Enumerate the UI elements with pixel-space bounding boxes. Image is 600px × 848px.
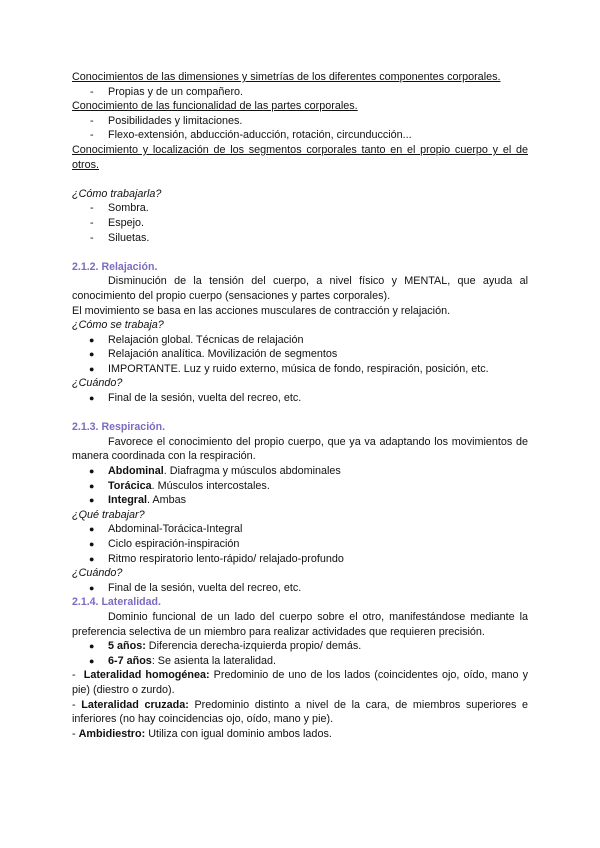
paragraph: Favorece el conocimiento del propio cuerpo, que ya va adaptando los movimientos de manera coordinada con la respiración.: [72, 435, 528, 463]
list-item-text: Posibilidades y limitaciones.: [108, 114, 243, 127]
definition-term: Ambidiestro:: [78, 727, 146, 740]
definition-prefix: -: [72, 727, 79, 740]
list-item: [72, 654, 528, 669]
list-item: [72, 85, 528, 100]
list-item-text: Flexo-extensión, abducción-aducción, rotación, circunducción...: [108, 129, 412, 142]
bullet-list: [72, 391, 528, 406]
dash-marker: -: [90, 231, 94, 244]
bullet-marker: ●: [89, 363, 95, 374]
bullet-marker: ●: [89, 495, 95, 506]
term-desc: Diferencia derecha-izquierda propio/ demás.: [145, 640, 362, 653]
bullet-marker: ●: [89, 480, 95, 491]
definition-prefix: -: [72, 698, 82, 711]
bullet-marker: ●: [89, 641, 95, 652]
bullet-marker: ●: [89, 466, 95, 477]
list-item: [72, 201, 528, 216]
list-item-text: IMPORTANTE. Luz y ruido externo, música de fondo, respiración, posición, etc.: [108, 362, 489, 375]
paragraph: El movimiento se basa en las acciones musculares de contracción y relajación.: [72, 304, 451, 317]
list-item: [72, 522, 528, 537]
list-item: [72, 479, 528, 494]
dash-list: [72, 114, 528, 143]
list-item-text: Final de la sesión, vuelta del recreo, etc.: [108, 392, 302, 405]
question-heading: ¿Cuándo?: [72, 377, 123, 390]
bullet-marker: ●: [89, 553, 95, 564]
dash-marker: -: [90, 216, 94, 229]
dash-marker: -: [90, 202, 94, 215]
list-item-text: Relajación analítica. Movilización de segmentos: [108, 348, 338, 361]
bullet-list: [72, 581, 528, 596]
definition-prefix: -: [72, 669, 84, 682]
definition-text: Utiliza con igual dominio ambos lados.: [145, 727, 332, 740]
list-item-text: Ritmo respiratorio lento-rápido/ relajado-profundo: [108, 552, 344, 565]
list-item: [72, 391, 528, 406]
list-item-text: Relajación global. Técnicas de relajación: [108, 333, 304, 346]
text-line: Conocimiento de las funcionalidad de las partes corporales.: [72, 100, 358, 113]
list-item: [72, 114, 528, 129]
list-item-text: Ciclo espiración-inspiración: [108, 538, 240, 550]
bullet-marker: ●: [89, 393, 95, 404]
list-item: [72, 581, 528, 596]
term: Abdominal: [108, 465, 164, 478]
bullet-list: [72, 639, 528, 668]
list-item: [72, 347, 528, 362]
text-line: Conocimiento y localización de los segmentos corporales tanto en el propio cuerpo y el de otros.: [72, 143, 528, 171]
definition-term: Lateralidad homogénea:: [83, 669, 210, 682]
list-item: [72, 128, 528, 143]
bullet-list: [72, 522, 528, 566]
section-heading: 2.1.3. Respiración.: [72, 421, 166, 434]
list-item-text: Sombra.: [108, 202, 149, 215]
definition: [72, 698, 528, 727]
definition: [72, 668, 528, 697]
list-item: [72, 537, 528, 552]
term: 5 años:: [108, 640, 146, 653]
question-heading: ¿Qué trabajar?: [72, 508, 145, 521]
list-item: [72, 552, 528, 567]
bullet-marker: ●: [89, 334, 95, 345]
section-heading: 2.1.2. Relajación.: [72, 260, 158, 273]
document-page: [72, 70, 528, 741]
section-heading: 2.1.4. Lateralidad.: [72, 596, 161, 609]
list-item-text: Propias y de un compañero.: [108, 85, 244, 98]
paragraph: Disminución de la tensión del cuerpo, a nivel físico y MENTAL, que ayuda al conocimiento del propio cuerpo (sensaciones y partes corporales).: [72, 275, 528, 302]
bullet-marker: ●: [89, 582, 95, 593]
list-item-text: Siluetas.: [108, 231, 150, 244]
question-heading: ¿Cuándo?: [72, 567, 123, 580]
list-item-text: Espejo.: [108, 216, 145, 229]
term: Torácica: [108, 479, 152, 492]
dash-marker: -: [90, 129, 94, 142]
question-heading: ¿Cómo trabajarla?: [72, 187, 162, 200]
list-item: [72, 362, 528, 377]
term-desc: . Músculos intercostales.: [151, 479, 270, 492]
definition: [72, 727, 528, 742]
term-desc: . Ambas: [147, 494, 187, 507]
list-item: [72, 464, 528, 479]
definition-text: Predominio de uno de los lados (coincidentes ojo, oído, mano y pie) (diestro o zurdo).: [72, 669, 528, 696]
bullet-list: [72, 333, 528, 377]
list-item: [72, 216, 528, 231]
list-item-text: Final de la sesión, vuelta del recreo, etc.: [108, 581, 302, 594]
list-item: [72, 333, 528, 348]
bullet-marker: ●: [89, 524, 95, 535]
term: Integral: [108, 494, 147, 507]
list-item: [72, 231, 528, 246]
text-line: Conocimientos de las dimensiones y simetrías de los diferentes componentes corporales.: [72, 71, 501, 83]
term-desc: : Se asienta la lateralidad.: [151, 654, 277, 667]
dash-marker: -: [90, 114, 94, 127]
list-item: [72, 493, 528, 508]
dash-marker: -: [90, 85, 94, 98]
list-item: [72, 639, 528, 654]
paragraph: Dominio funcional de un lado del cuerpo sobre el otro, manifestándose mediante la preferencia selectiva de un miembro para realizar actividades que requieren precisión.: [72, 610, 528, 638]
list-item-text: Abdominal-Torácica-Integral: [108, 523, 243, 536]
dash-list: [72, 201, 528, 245]
bullet-marker: ●: [89, 539, 95, 549]
term: 6-7 años: [108, 654, 152, 667]
bullet-marker: ●: [89, 655, 95, 666]
bullet-marker: ●: [89, 349, 95, 360]
bullet-list: [72, 464, 528, 508]
question-heading: ¿Cómo se trabaja?: [72, 319, 164, 332]
definition-text: Predominio distinto a nivel de la cara, de miembros superiores e inferiores (no hay coincidencias ojo, oído, mano y pie).: [72, 698, 528, 726]
term-desc: . Diafragma y músculos abdominales: [163, 465, 341, 478]
definition-term: Lateralidad cruzada:: [81, 698, 189, 711]
dash-list: [72, 85, 528, 100]
